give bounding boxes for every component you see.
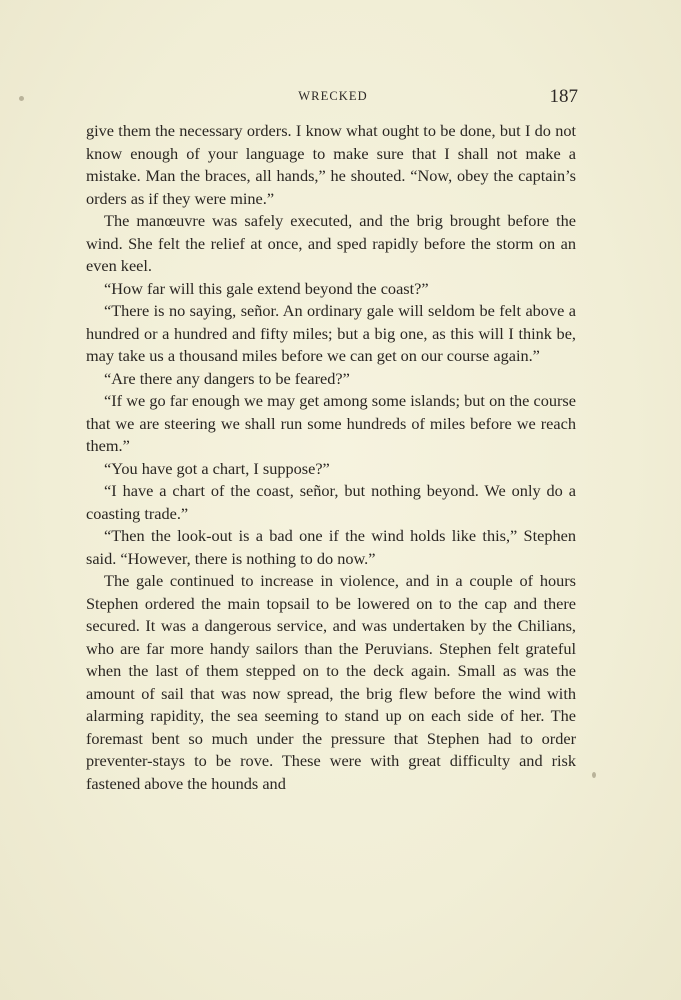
page-speck — [19, 96, 24, 101]
chapter-title: WRECKED — [298, 89, 368, 103]
body-text — [86, 120, 576, 795]
page-speck — [592, 772, 596, 778]
page-number: 187 — [549, 86, 578, 107]
running-head — [86, 86, 580, 110]
paragraph: “If we go far enough we may get among some islands; but on the course that we are steering we shall run some hundreds of miles before we reach them.” — [86, 391, 576, 455]
paragraph: The manœuvre was safely executed, and the brig brought before the wind. She felt the relief at once, and sped rapidly before the storm on an even keel. — [86, 211, 576, 275]
paragraph: “Then the look-out is a bad one if the wind holds like this,” Stephen said. “However, there is nothing to do now.” — [86, 526, 576, 568]
paragraph: “I have a chart of the coast, señor, but nothing beyond. We only do a coasting trade.” — [86, 481, 576, 523]
paragraph: give them the necessary orders. I know what ought to be done, but I do not know enough of your language to make sure that I shall not make a mistake. Man the braces, all hands,” he shouted. “Now, obey the captain’s orders as if they were mine.” — [86, 121, 576, 208]
paragraph: “There is no saying, señor. An ordinary gale will seldom be felt above a hundred or a hundred and fifty miles; but a big one, as this will I think be, may take us a thousand miles before we can get on our course again.” — [86, 301, 576, 365]
paragraph: The gale continued to increase in violence, and in a couple of hours Stephen ordered the main topsail to be lowered on to the cap and there secured. It was a dangerous service, and was undertaken by the Chilians, who are far more handy sailors than the Peruvians. Stephen felt grateful when the last of them stepped on to the deck again. Small as was the amount of sail that was now spread, the brig flew before the wind with alarming rapidity, the sea seeming to stand up on each side of her. The foremast bent so much under the pressure that Stephen had to order preventer-stays to be rove. These were with great difficulty and risk fastened above the hounds and — [86, 571, 576, 793]
paragraph: “Are there any dangers to be feared?” — [104, 368, 350, 388]
paragraph: “You have got a chart, I suppose?” — [104, 458, 330, 478]
paragraph: “How far will this gale extend beyond the coast?” — [104, 278, 429, 298]
